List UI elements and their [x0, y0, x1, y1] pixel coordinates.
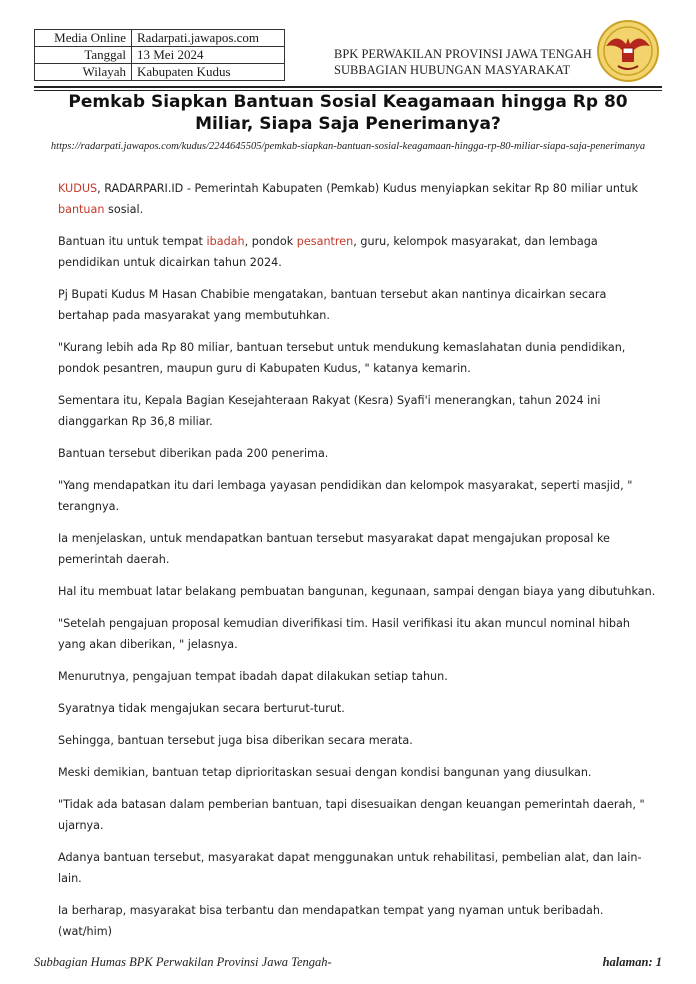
region-row — [35, 64, 285, 81]
footer-left: Subbagian Humas BPK Perwakilan Provinsi Jawa Tengah- — [34, 955, 332, 969]
paragraph-8: Ia menjelaskan, untuk mendapatkan bantuan tersebut masyarakat dapat mengajukan proposal ke pemerintah daerah. — [58, 532, 610, 566]
paragraph-11: Menurutnya, pengajuan tempat ibadah dapat dilakukan setiap tahun. — [58, 670, 448, 683]
text-span: , RADARPARI.ID - Pemerintah Kabupaten (Pemkab) Kudus menyiapkan sekitar Rp 80 miliar untuk — [97, 182, 638, 195]
paragraph-12: Syaratnya tidak mengajukan secara berturut-turut. — [58, 702, 345, 715]
text-span: , pondok — [244, 235, 297, 248]
place-tag: KUDUS — [58, 182, 98, 195]
date-row — [35, 47, 285, 64]
meta-key: Media Online — [35, 30, 132, 47]
paragraph-1 — [58, 178, 658, 220]
org-name — [334, 46, 592, 78]
article-title: Pemkab Siapkan Bantuan Sosial Keagamaan hingga Rp 80 Miliar, Siapa Saja Penerimanya? — [68, 92, 628, 134]
page-number: halaman: 1 — [602, 955, 662, 969]
meta-key: Wilayah — [35, 64, 132, 81]
paragraph-9: Hal itu membuat latar belakang pembuatan bangunan, kegunaan, sampai dengan biaya yang dibutuhkan. — [58, 585, 656, 598]
meta-value: Radarpati.jawapos.com — [132, 30, 285, 47]
paragraph-5: Sementara itu, Kepala Bagian Kesejahteraan Rakyat (Kesra) Syafi'i menerangkan, tahun 2024 ini dianggarkan Rp 36,8 miliar. — [58, 394, 601, 428]
paragraph-13: Sehingga, bantuan tersebut juga bisa diberikan secara merata. — [58, 734, 413, 747]
keyword-link: pesantren — [296, 235, 354, 248]
paragraph-10: "Setelah pengajuan proposal kemudian diverifikasi tim. Hasil verifikasi itu akan muncul nominal hibah yang akan diberikan, " jelasnya. — [58, 617, 630, 651]
garuda-emblem-icon — [596, 18, 660, 84]
text-span: Bantuan itu untuk tempat — [58, 235, 207, 248]
meta-value: 13 Mei 2024 — [132, 47, 285, 64]
meta-key: Tanggal — [35, 47, 132, 64]
text-span: , guru, kelompok masyarakat, dan lembaga pendidikan untuk dicairkan tahun 2024. — [58, 235, 598, 269]
paragraph-16: Adanya bantuan tersebut, masyarakat dapat menggunakan untuk rehabilitasi, pembelian alat, dan lain-lain. — [58, 851, 642, 885]
paragraph-7: "Yang mendapatkan itu dari lembaga yayasan pendidikan dan kelompok masyarakat, seperti masjid, " terangnya. — [58, 479, 633, 513]
org-line-1: BPK PERWAKILAN PROVINSI JAWA TENGAH — [334, 47, 592, 61]
paragraph-6: Bantuan tersebut diberikan pada 200 penerima. — [58, 447, 329, 460]
media-info-table — [34, 29, 285, 81]
header-divider — [34, 86, 662, 88]
page-footer — [34, 955, 662, 970]
meta-value: Kabupaten Kudus — [132, 64, 285, 81]
org-line-2: SUBBAGIAN HUBUNGAN MASYARAKAT — [334, 63, 571, 77]
paragraph-4: "Kurang lebih ada Rp 80 miliar, bantuan tersebut untuk mendukung kemaslahatan dunia pendidikan, pondok pesantren, maupun guru di Kabupaten Kudus, " katanya kemarin. — [58, 341, 626, 375]
paragraph-15: "Tidak ada batasan dalam pemberian bantuan, tapi disesuaikan dengan keuangan pemerintah daerah, " ujarnya. — [58, 798, 645, 832]
article-url: https://radarpati.jawapos.com/kudus/2244645505/pemkab-siapkan-bantuan-sosial-keagamaan-hingga-rp-80-miliar-siapa-saja-penerimanya — [50, 141, 646, 152]
keyword-link: ibadah — [206, 235, 245, 248]
media-row — [35, 30, 285, 47]
paragraph-2 — [58, 231, 658, 273]
paragraph-17: Ia berharap, masyarakat bisa terbantu dan mendapatkan tempat yang nyaman untuk beribadah. (wat/him) — [58, 904, 604, 938]
paragraph-14: Meski demikian, bantuan tetap diprioritaskan sesuai dengan kondisi bangunan yang diusulkan. — [58, 766, 592, 779]
keyword-link: bantuan — [58, 203, 105, 216]
paragraph-3: Pj Bupati Kudus M Hasan Chabibie mengatakan, bantuan tersebut akan nantinya dicairkan secara bertahap pada masyarakat yang membutuhkan. — [58, 288, 607, 322]
text-span: sosial. — [104, 203, 144, 216]
article-body — [58, 178, 658, 942]
